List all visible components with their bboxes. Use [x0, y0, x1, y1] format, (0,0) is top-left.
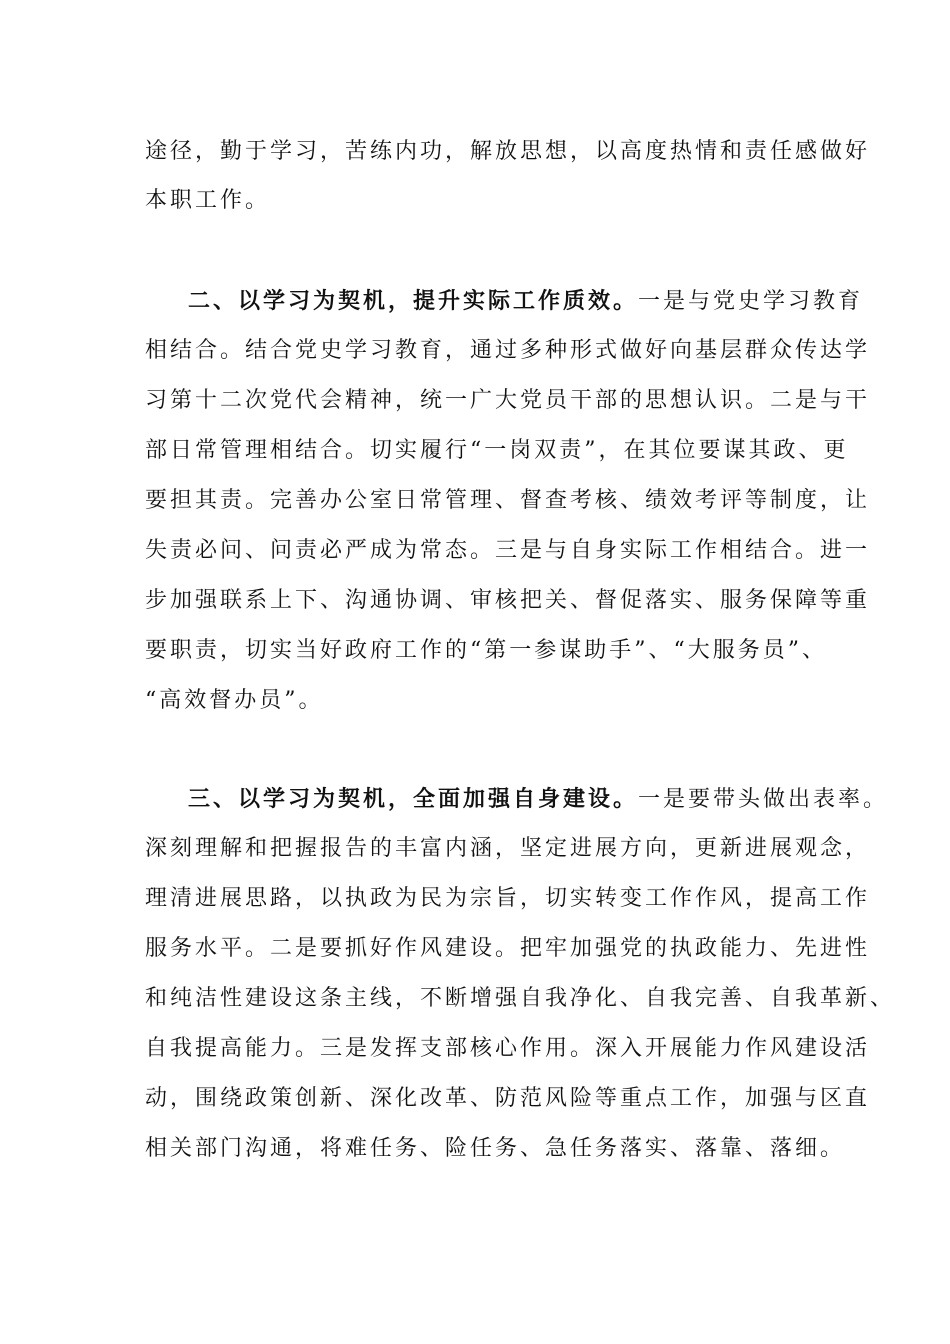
paragraph-line: 步加强联系上下、沟通协调、审核把关、督促落实、服务保障等重	[145, 588, 871, 613]
paragraph-line: 动，围绕政策创新、深化改革、防范风险等重点工作，加强与区直	[145, 1086, 871, 1111]
section-3-heading: 三、以学习为契机，全面加强自身建设。	[188, 786, 639, 812]
section-2-first-line-text: 一是与党史学习教育	[638, 289, 864, 314]
paragraph-line: 失责必问、问责必严成为常态。三是与自身实际工作相结合。进一	[145, 538, 871, 563]
section-3-first-line	[188, 784, 888, 815]
paragraph-line: “高效督办员”。	[145, 688, 324, 713]
paragraph-line: 要职责，切实当好政府工作的“第一参谋助手”、“大服务员”、	[145, 638, 827, 663]
paragraph-line: 习第十二次党代会精神，统一广大党员干部的思想认识。二是与干	[145, 388, 871, 413]
paragraph-line: 途径，勤于学习，苦练内功，解放思想，以高度热情和责任感做好	[145, 139, 871, 164]
paragraph-line: 要担其责。完善办公室日常管理、督查考核、绩效考评等制度，让	[145, 488, 871, 513]
section-2-heading: 二、以学习为契机，提升实际工作质效。	[188, 288, 639, 314]
paragraph-line: 相结合。结合党史学习教育，通过多种形式做好向基层群众传达学	[145, 338, 871, 363]
section-2-first-line	[188, 286, 863, 317]
paragraph-line: 深刻理解和把握报告的丰富内涵，坚定进展方向，更新进展观念，	[145, 836, 871, 861]
paragraph-line: 本职工作。	[145, 188, 271, 213]
paragraph-line: 理清进展思路，以执政为民为宗旨，切实转变工作作风，提高工作	[145, 886, 871, 911]
paragraph-line: 和纯洁性建设这条主线，不断增强自我净化、自我完善、自我革新、	[145, 986, 896, 1011]
paragraph-line: 自我提高能力。三是发挥支部核心作用。深入开展能力作风建设活	[145, 1036, 871, 1061]
section-3-first-line-text: 一是要带头做出表率。	[638, 787, 889, 812]
paragraph-line: 服务水平。二是要抓好作风建设。把牢加强党的执政能力、先进性	[145, 936, 871, 961]
paragraph-line: 相关部门沟通，将难任务、险任务、急任务落实、落靠、落细。	[145, 1136, 846, 1161]
paragraph-line: 部日常管理相结合。切实履行“一岗双责”，在其位要谋其政、更	[145, 438, 849, 463]
